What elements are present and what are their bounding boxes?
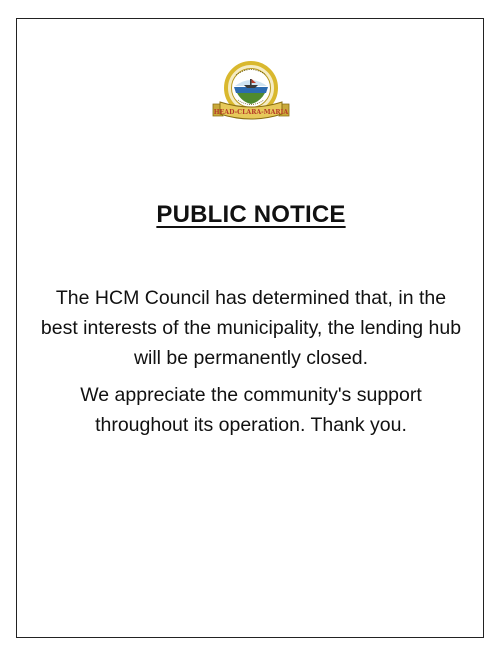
seal-ribbon-text: HEAD-CLARA-MARIA [213,109,289,116]
notice-title: PUBLIC NOTICE [156,201,346,228]
notice-body [40,283,462,440]
notice-paragraph-closure: The HCM Council has determined that, in the best interests of the municipality, the lending hub will be permanently closed. [40,287,462,369]
municipal-seal-icon [210,60,292,124]
notice-paragraph-thanks: We appreciate the community's support throughout its operation. Thank you. [80,384,422,436]
